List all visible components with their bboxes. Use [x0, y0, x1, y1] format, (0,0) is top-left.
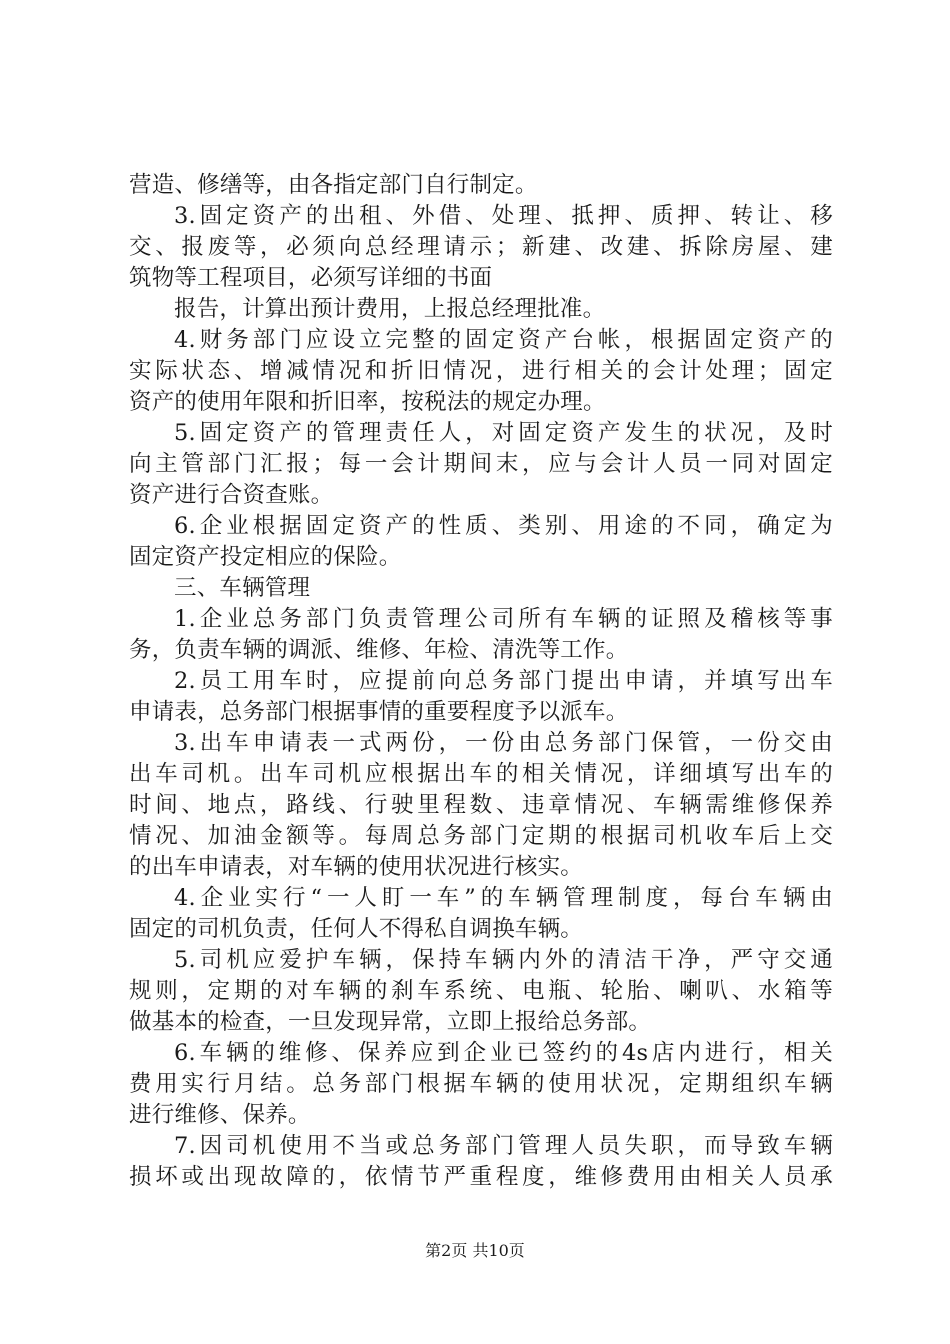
text-line: 营造、修缮等，由各指定部门自行制定。 [129, 172, 538, 198]
text-line: 规则，定期的对车辆的刹车系统、电瓶、轮胎、喇叭、水箱等 [129, 978, 833, 1004]
page-number-footer: 第2页 共10页 [425, 1241, 525, 1260]
text-line: 向主管部门汇报；每一会计期间末，应与会计人员一同对固定 [129, 451, 833, 477]
text-line: 申请表，总务部门根据事情的重要程度予以派车。 [129, 699, 629, 725]
text-line: 三、车辆管理 [174, 575, 311, 601]
text-line: 固定的司机负责，任何人不得私自调换车辆。 [129, 916, 584, 942]
text-line: 资产进行合资查账。 [129, 482, 334, 508]
text-line: 固定资产投定相应的保险。 [129, 544, 402, 570]
text-line: 6.企业根据固定资产的性质、类别、用途的不同，确定为 [174, 513, 833, 539]
text-line: 交、报废等，必须向总经理请示；新建、改建、拆除房屋、建 [129, 234, 833, 260]
document-body [129, 170, 833, 1193]
text-line: 务，负责车辆的调派、维修、年检、清洗等工作。 [129, 637, 629, 663]
text-line: 1.企业总务部门负责管理公司所有车辆的证照及稽核等事 [174, 606, 833, 632]
text-line: 报告，计算出预计费用，上报总经理批准。 [174, 296, 606, 322]
text-line: 损坏或出现故障的，依情节严重程度，维修费用由相关人员承 [129, 1164, 833, 1190]
text-line: 资产的使用年限和折旧率，按税法的规定办理。 [129, 389, 606, 415]
text-line: 5.固定资产的管理责任人，对固定资产发生的状况，及时 [174, 420, 833, 446]
text-line: 的出车申请表，对车辆的使用状况进行核实。 [129, 854, 584, 880]
text-line: 筑物等工程项目，必须写详细的书面 [129, 265, 493, 291]
text-line: 2.员工用车时，应提前向总务部门提出申请，并填写出车 [174, 668, 833, 694]
text-line: 7.因司机使用不当或总务部门管理人员失职，而导致车辆 [174, 1133, 833, 1159]
text-line: 6.车辆的维修、保养应到企业已签约的4s店内进行，相关 [174, 1040, 833, 1066]
text-line: 出车司机。出车司机应根据出车的相关情况，详细填写出车的 [129, 761, 833, 787]
text-line: 3.出车申请表一式两份，一份由总务部门保管，一份交由 [174, 730, 833, 756]
text-line: 3.固定资产的出租、外借、处理、抵押、质押、转让、移 [174, 203, 833, 229]
text-line: 情况、加油金额等。每周总务部门定期的根据司机收车后上交 [129, 823, 833, 849]
text-line: 5.司机应爱护车辆，保持车辆内外的清洁干净，严守交通 [174, 947, 833, 973]
text-line: 时间、地点，路线、行驶里程数、违章情况、车辆需维修保养 [129, 792, 833, 818]
text-line: 进行维修、保养。 [129, 1102, 311, 1128]
text-line: 做基本的检查，一旦发现异常，立即上报给总务部。 [129, 1009, 652, 1035]
text-line: 4.财务部门应设立完整的固定资产台帐，根据固定资产的 [174, 327, 833, 353]
text-line: 实际状态、增减情况和折旧情况，进行相关的会计处理；固定 [129, 358, 833, 384]
text-line: 4.企业实行“一人盯一车”的车辆管理制度，每台车辆由 [174, 885, 833, 911]
text-line: 费用实行月结。总务部门根据车辆的使用状况，定期组织车辆 [129, 1071, 833, 1097]
